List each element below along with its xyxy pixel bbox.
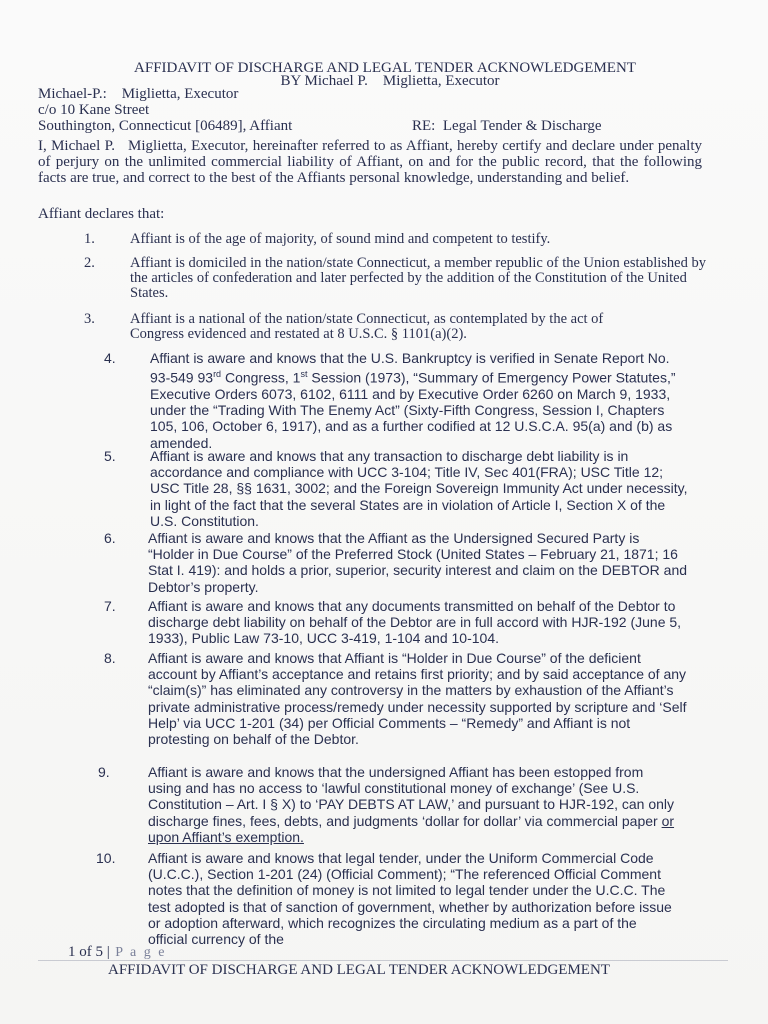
- item-text: Affiant is a national of the nation/state Connecticut, as contemplated by the act of Congress evidenced and restated at 8 U.S.C. § 1101(a)(2).: [130, 311, 604, 342]
- document-title: AFFIDAVIT OF DISCHARGE AND LEGAL TENDER ACKNOWLEDGEMENT: [134, 60, 636, 76]
- item-text: [148, 764, 678, 845]
- item-text: Affiant is aware and knows that any documents transmitted on behalf of the Debtor to discharge debt liability on behalf of the Debtor are in full accord with HJR-192 (June 5, 1933), Public Law 73-10, UCC 3-419, 1-104 and 10-104.: [148, 598, 682, 647]
- item-number: 6.: [104, 530, 116, 546]
- item-number: 2.: [84, 255, 95, 271]
- declares-heading: Affiant declares that:: [38, 206, 165, 222]
- re-line: RE: Legal Tender & Discharge: [412, 118, 602, 134]
- item-number: 7.: [104, 598, 116, 614]
- item-text-superscript: st: [300, 369, 308, 380]
- item-text: [150, 350, 690, 451]
- document-subtitle: BY Michael P. Miglietta, Executor: [280, 73, 500, 89]
- item-text: Affiant is aware and knows that the Affiant as the Undersigned Secured Party is “Holder in Due Course” of the Preferred Stock (United States – February 21, 1871; 16 Stat I. 419): and holds a prior, superior, security interest and claim on the DEBTOR and Debtor’s property.: [148, 530, 688, 595]
- item-text-part: Congress, 1: [221, 369, 301, 386]
- item-text-part: Affiant is aware and knows that the U.S. Bankruptcy is verified in Senate Report No. 93-549 93: [150, 350, 670, 386]
- item-number: 1.: [84, 231, 95, 247]
- page-number: [68, 944, 166, 961]
- affiant-name: Michael-P.: Miglietta, Executor: [38, 86, 239, 102]
- page-word: P a g e: [109, 945, 167, 960]
- item-text-superscript: rd: [213, 369, 222, 380]
- item-text: Affiant is domiciled in the nation/state Connecticut, a member republic of the Union established by the articles of confederation and later perfected by the addition of the Constitution of the United States.: [130, 255, 706, 301]
- intro-paragraph: I, Michael P. Miglietta, Executor, hereinafter referred to as Affiant, hereby certify and declare under penalty of perjury on the unlimited commercial liability of Affiant, on and for the public record, that the following facts are true, and correct to the best of the Affiants personal knowledge, understanding and belief.: [38, 138, 706, 186]
- item-number: 8.: [104, 650, 116, 666]
- item-text-underlined: or upon Affiant’s exemption.: [148, 812, 675, 845]
- footer-title: AFFIDAVIT OF DISCHARGE AND LEGAL TENDER ACKNOWLEDGEMENT: [108, 962, 610, 978]
- address-line-1: c/o 10 Kane Street: [38, 102, 150, 118]
- page-count: 1 of 5 |: [68, 944, 110, 960]
- item-text: Affiant is of the age of majority, of sound mind and competent to testify.: [130, 231, 551, 247]
- item-number: 10.: [96, 850, 116, 866]
- item-text-part: Session (1973), “Summary of Emergency Power Statutes,” Executive Orders 6073, 6102, 6111 and by Executive Order 6260 on March 9, 1933, under the “Trading With The Enemy Act” (Sixty-Fifth Congress, Session I, Chapters 105, 106, October 6, 1917), and as a further codified at 12 U.S.C.A. 95(a) and (b) as amended.: [150, 369, 676, 451]
- affiant-address-block: [38, 86, 358, 134]
- item-number: 5.: [104, 448, 116, 464]
- item-text: Affiant is aware and knows that any transaction to discharge debt liability is in accordance and compliance with UCC 3-104; Title IV, Sec 401(FRA); USC Title 12; USC Title 28, §§ 1631, 3002; and the Foreign Sovereign Immunity Act under necessity, in light of the fact that the several States are in violation of Article I, Section X of the U.S. Constitution.: [150, 448, 688, 529]
- item-number: 3.: [84, 311, 95, 327]
- item-text-part: Affiant is aware and knows that the undersigned Affiant has been estopped from using and has no access to ‘lawful constitutional money of exchange’ (See U.S. Constitution – Art. I § X) to ‘PAY DEBTS AT LAW,’ and pursuant to HJR-192, can only discharge fines, fees, debts, and judgments ‘dollar for dollar’ via commercial paper: [148, 764, 675, 829]
- item-number: 9.: [98, 764, 110, 780]
- item-number: 4.: [104, 350, 116, 366]
- address-line-2: Southington, Connecticut [06489], Affiant: [38, 118, 293, 134]
- item-text: Affiant is aware and knows that Affiant is “Holder in Due Course” of the deficient account by Affiant’s acceptance and retains first priority; and by said acceptance of any “claim(s)” has eliminated any controversy in the matters by exhaustion of the Affiant’s private administrative process/remedy under necessity supported by scripture and ‘Self Help’ via UCC 1-201 (34) per Official Comments – “Remedy” and Affiant is not protesting on behalf of the Debtor.: [148, 650, 687, 748]
- item-text: Affiant is aware and knows that legal tender, under the Uniform Commercial Code (U.C.C.), Section 1-201 (24) (Official Comment); “The referenced Official Comment notes that the definition of money is not limited to legal tender under the U.C.C. The test adopted is that of sanction of government, whether by authorization before issue or adoption afterward, which recognizes the circulating medium as a part of the official currency of the: [148, 850, 672, 948]
